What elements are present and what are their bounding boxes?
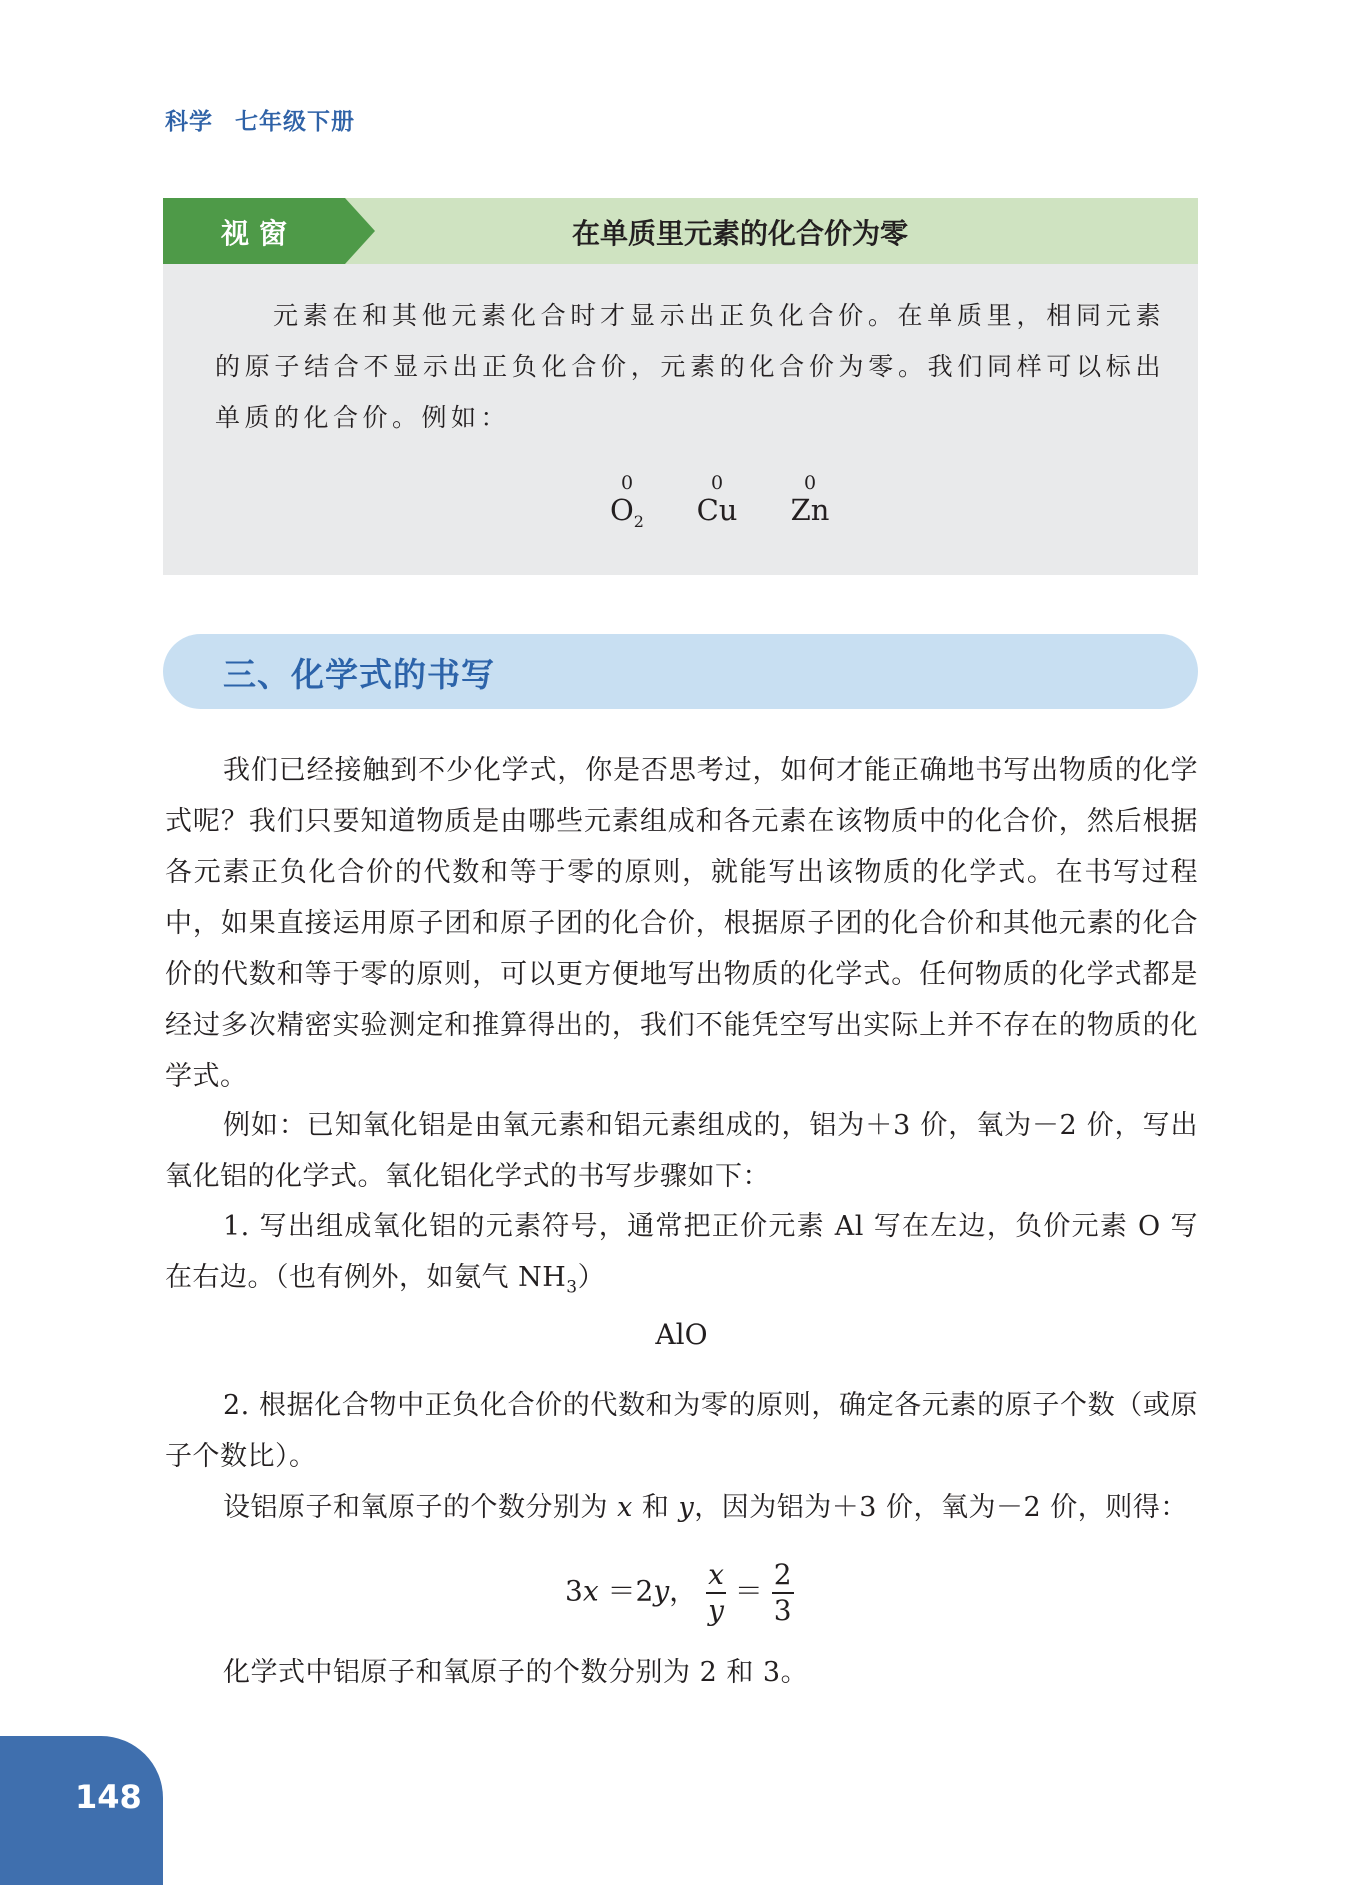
var-y: y	[678, 1492, 695, 1523]
frac-num-2: 2	[772, 1558, 794, 1594]
paragraph-result: 化学式中铝原子和氧原子的个数分别为 2 和 3。	[223, 1657, 809, 1688]
page-number-tab	[0, 1736, 163, 1885]
window-paragraph: 元素在和其他元素化合时才显示出正负化合价。在单质里，相同元素的原子结合不显示出正负化合价，元素的化合价为零。我们同样可以标出单质的化合价。例如：	[215, 301, 1165, 432]
running-header	[165, 103, 355, 136]
formula-symbol: O	[610, 493, 634, 527]
paragraph-intro: 我们已经接触到不少化学式，你是否思考过，如何才能正确地书写出物质的化学式呢？我们只要知道物质是由哪些元素组成和各元素在该物质中的化合价，然后根据各元素正负化合价的代数和等于零的原则，就能写出该物质的化学式。在书写过程中，如果直接运用原子团和原子团的化合价，根据原子团的化合价和其他元素的化合价的代数和等于零的原则，可以更方便地写出物质的化学式。任何物质的化学式都是经过多次精密实验测定和推算得出的，我们不能凭空写出实际上并不存在的物质的化学式。	[165, 755, 1198, 1092]
fraction-2-over-3	[772, 1558, 794, 1628]
window-tag	[163, 198, 375, 264]
setup-text-c: ，因为铝为＋3 价，氧为－2 价，则得：	[694, 1492, 1188, 1523]
eq-equals: ＝	[734, 1574, 763, 1608]
step-1-subscript: 3	[566, 1277, 578, 1298]
frac-num-x: x	[706, 1558, 726, 1594]
paragraph-example: 例如：已知氧化铝是由氧元素和铝元素组成的，铝为＋3 价，氧为－2 价，写出氧化铝的化学式。氧化铝化学式的书写步骤如下：	[165, 1110, 1198, 1192]
setup-text-b: 和	[632, 1492, 679, 1523]
equation	[565, 1558, 794, 1628]
header-grade: 七年级下册	[235, 109, 355, 135]
window-box	[163, 198, 1198, 575]
fraction-x-over-y	[706, 1558, 726, 1628]
window-tag-label: 视窗	[221, 217, 298, 250]
formula-alo: AlO	[655, 1318, 708, 1351]
paragraph-setup	[165, 1482, 1198, 1533]
formula-valence: 0	[710, 472, 724, 494]
var-x: x	[617, 1492, 633, 1523]
eq-var-y: y	[653, 1574, 670, 1608]
formula-subscript: 2	[633, 511, 644, 531]
window-title: 在单质里元素的化合价为零	[571, 217, 908, 250]
eq-coef-3: 3	[565, 1574, 583, 1608]
formula-cu	[687, 473, 747, 527]
header-subject: 科学	[165, 109, 213, 135]
eq-comma: ，	[669, 1574, 698, 1608]
page-number: 148	[75, 1778, 142, 1816]
formula-o2	[597, 473, 657, 539]
eq-var-x: x	[582, 1574, 599, 1608]
window-header	[163, 198, 1198, 264]
frac-den-y: y	[708, 1594, 724, 1627]
eq-equals-2: ＝2	[598, 1574, 654, 1608]
formula-zn	[780, 473, 840, 527]
step-1-end: ）	[577, 1262, 606, 1293]
paragraph-step-1	[165, 1201, 1198, 1313]
paragraph-step-2: 2. 根据化合物中正负化合价的代数和为零的原则，确定各元素的原子个数（或原子个数比）。	[165, 1390, 1198, 1472]
setup-text-a: 设铝原子和氧原子的个数分别为	[223, 1492, 618, 1523]
formula-symbol: Cu	[696, 493, 738, 527]
frac-den-3: 3	[773, 1594, 792, 1627]
formula-symbol: Zn	[790, 493, 830, 527]
formula-row	[163, 473, 1198, 533]
section-title: 三、化学式的书写	[223, 655, 495, 694]
step-1-text: 1. 写出组成氧化铝的元素符号，通常把正价元素 Al 写在左边，负价元素 O 写在右边。（也有例外，如氨气 NH	[165, 1211, 1198, 1293]
formula-valence: 0	[620, 472, 634, 494]
formula-valence: 0	[803, 472, 817, 494]
section-heading	[163, 634, 1198, 709]
